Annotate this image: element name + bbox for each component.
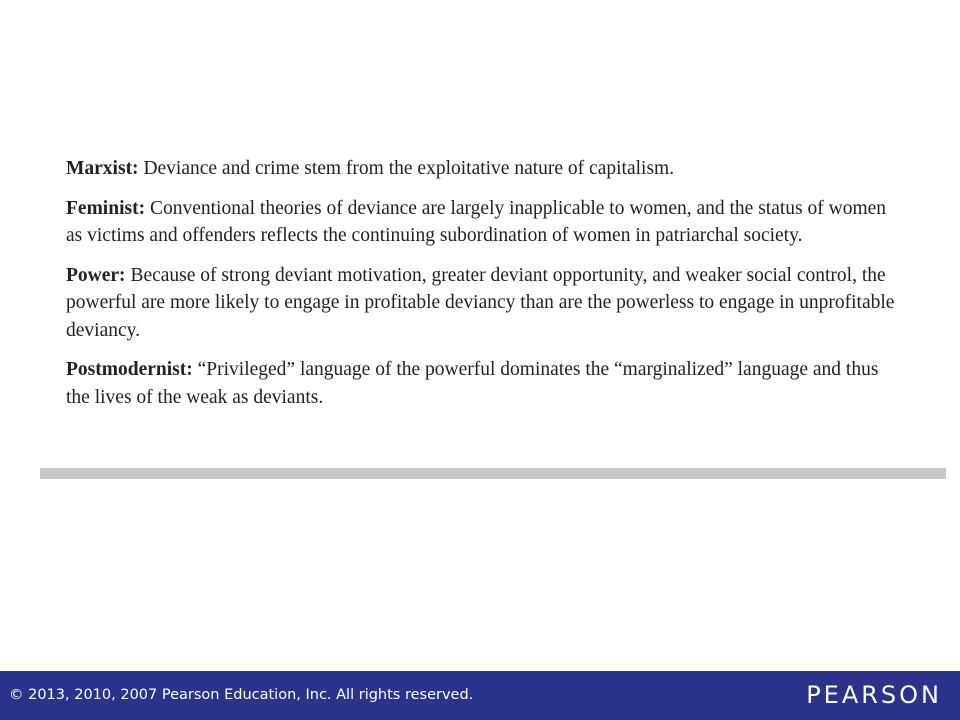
theory-term: Feminist: (66, 197, 146, 219)
theory-list (66, 155, 942, 423)
content-divider (40, 468, 946, 479)
theory-entry-marxist (66, 155, 826, 183)
theory-entry-power (66, 262, 942, 345)
copyright-notice: © 2013, 2010, 2007 Pearson Education, Inc. All rights reserved. (9, 687, 474, 703)
theory-entry-postmodernist (66, 356, 886, 411)
pearson-logo: PEARSON (806, 681, 942, 709)
theory-term: Postmodernist: (66, 359, 193, 380)
theory-description: “Privileged” language of the powerful dominates the “marginalized” language and thus the lives of the weak as deviants. (66, 359, 879, 408)
theory-term: Marxist: (66, 158, 139, 179)
theory-description: Deviance and crime stem from the exploitative nature of capitalism. (143, 158, 675, 179)
theory-entry-feminist (66, 195, 906, 250)
footer-bar (0, 671, 960, 720)
theory-term: Power: (66, 264, 126, 286)
theory-description: Conventional theories of deviance are largely inapplicable to women, and the status of women as victims and offenders reflects the continuing subordination of women in patriarchal society. (66, 197, 887, 246)
theory-description: Because of strong deviant motivation, greater deviant opportunity, and weaker social control, the powerful are more likely to engage in profitable deviancy than are the powerless to engage in unprofitable deviancy. (66, 264, 895, 341)
